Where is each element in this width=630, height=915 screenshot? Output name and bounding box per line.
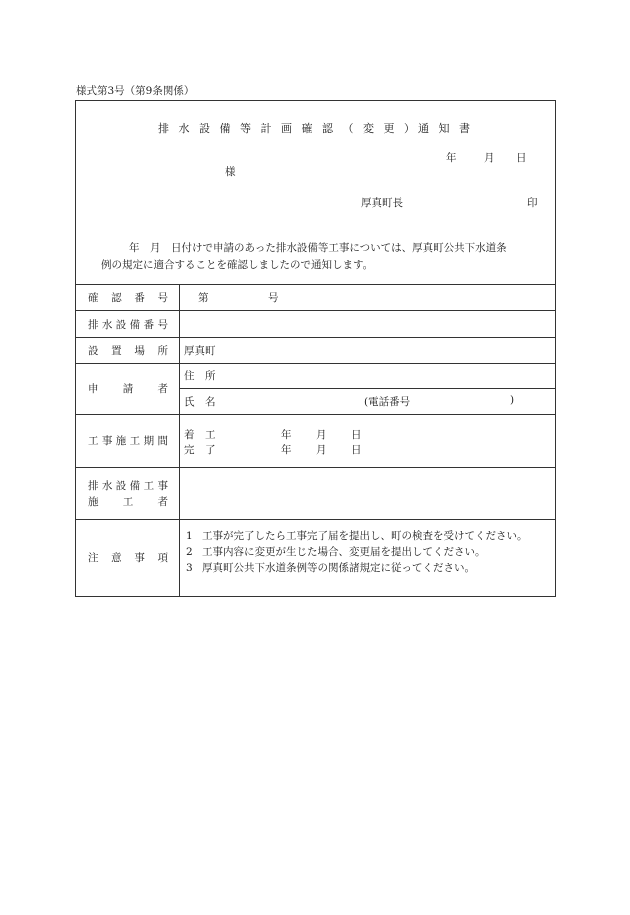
end-month-unit: 月 <box>316 444 327 456</box>
applicant-phone-close: ) <box>510 394 515 406</box>
notice-body-line2: 例の規定に適合することを確認しましたので通知します。 <box>101 259 374 271</box>
end-day-unit: 日 <box>351 444 362 456</box>
row-divider <box>76 519 555 520</box>
construction-period-label: 工 事 施 工 期 間 <box>88 435 168 447</box>
applicant-address-label: 住 所 <box>184 370 216 382</box>
row-divider <box>76 310 555 311</box>
date-year-label: 年 <box>446 152 457 164</box>
construction-start-label: 着 工 <box>184 429 216 441</box>
form-title: 排 水 設 備 等 計 画 確 認 （ 変 更 ）通 知 書 <box>158 122 473 135</box>
addressee-suffix: 様 <box>225 166 236 178</box>
note-item: 2 工事内容に変更が生じた場合、変更届を提出してください。 <box>186 546 486 558</box>
row-divider <box>76 284 555 285</box>
notice-body <box>101 240 553 274</box>
construction-end-label: 完 了 <box>184 444 216 456</box>
drainage-number-label: 排 水 設 備 番 号 <box>88 319 168 331</box>
notification-form <box>75 100 556 597</box>
row-divider <box>76 467 555 468</box>
notice-body-line1: 年 月 日付けで申請のあった排水設備等工事については、厚真町公共下水道条 <box>129 242 507 254</box>
contractor-label-line2: 施 工 者 <box>88 496 168 508</box>
confirmation-number-prefix: 第 <box>198 292 209 304</box>
contractor-label-line1: 排 水 設 備 工 事 <box>88 480 168 492</box>
applicant-phone-label: (電話番号 <box>364 396 411 408</box>
note-item: 3 厚真町公共下水道条例等の関係諸規定に従ってください。 <box>186 562 475 574</box>
seal-mark: 印 <box>527 197 538 209</box>
confirmation-number-label: 確 認 番 号 <box>88 292 168 304</box>
notes-list <box>186 528 551 576</box>
column-divider <box>179 284 180 596</box>
notes-label: 注 意 事 項 <box>88 552 168 564</box>
row-divider <box>76 414 555 415</box>
confirmation-number-suffix: 号 <box>268 292 279 304</box>
end-year-unit: 年 <box>281 444 292 456</box>
applicant-name-label: 氏 名 <box>184 396 216 408</box>
date-month-label: 月 <box>484 152 495 164</box>
start-year-unit: 年 <box>281 429 292 441</box>
row-divider <box>76 363 555 364</box>
start-month-unit: 月 <box>316 429 327 441</box>
row-divider <box>179 388 555 389</box>
date-day-label: 日 <box>516 152 527 164</box>
location-label: 設 置 場 所 <box>88 345 168 357</box>
location-value: 厚真町 <box>184 345 216 357</box>
start-day-unit: 日 <box>351 429 362 441</box>
issuer-name: 厚真町長 <box>361 197 403 209</box>
applicant-label: 申 請 者 <box>88 383 168 395</box>
note-item: 1 工事が完了したら工事完了届を提出し、町の検査を受けてください。 <box>186 530 528 542</box>
row-divider <box>76 337 555 338</box>
form-number: 様式第3号（第9条関係） <box>76 85 195 97</box>
